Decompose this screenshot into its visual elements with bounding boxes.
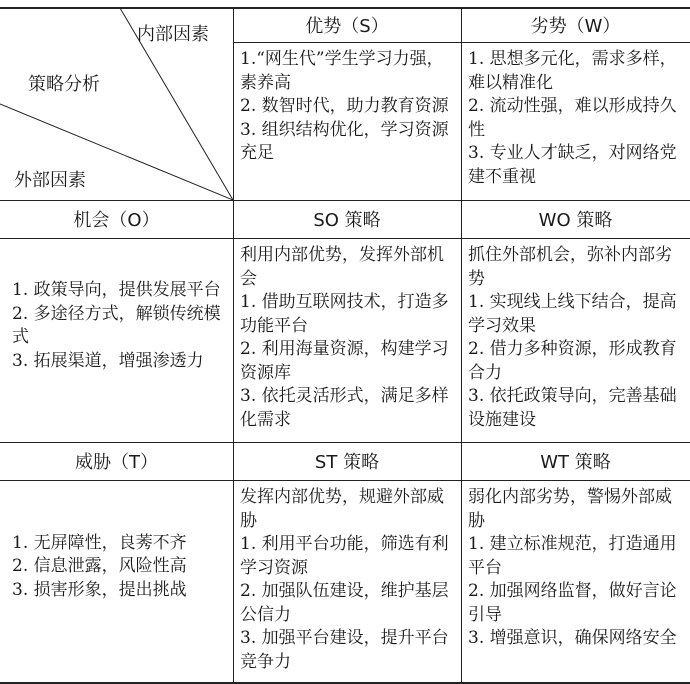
strength-item: 1.“网生代”学生学习力强，素养高 xyxy=(240,49,444,93)
threats-content xyxy=(0,480,233,682)
column-divider xyxy=(461,8,462,683)
wt-item: 1. 建立标准规范，打造通用平台 xyxy=(468,534,677,578)
opportunities-title: 机会（O） xyxy=(73,210,160,231)
threats-header xyxy=(0,442,233,480)
strengths-header xyxy=(233,8,461,42)
table-top-border xyxy=(0,7,690,9)
weakness-item: 2. 流动性强，难以形成持久性 xyxy=(468,96,677,140)
so-title: SO 策略 xyxy=(313,210,381,231)
wo-header xyxy=(461,200,690,238)
opportunities-header xyxy=(0,200,233,238)
threat-item: 3. 损害形象，提出挑战 xyxy=(12,579,187,600)
row-divider xyxy=(0,480,690,481)
weaknesses-header xyxy=(461,8,690,42)
opportunity-item: 2. 多途径方式，解锁传统模式 xyxy=(12,303,221,347)
wo-item: 抓住外部机会，弥补内部劣势 xyxy=(468,245,672,289)
external-factors-label: 外部因素 xyxy=(14,170,86,191)
so-item: 2. 利用海量资源，构建学习资源库 xyxy=(240,339,449,383)
so-content xyxy=(233,238,461,442)
wt-content xyxy=(461,480,690,682)
st-item: 2. 加强队伍建设，维护基层公信力 xyxy=(240,581,449,625)
wt-header xyxy=(461,442,690,480)
threats-title: 威胁（T） xyxy=(75,452,158,473)
weakness-item: 1. 思想多元化，需求多样，难以精准化 xyxy=(468,49,677,93)
st-item: 3. 加强平台建设，提升平台竞争力 xyxy=(240,628,449,672)
weaknesses-content xyxy=(461,42,690,200)
wo-item: 3. 依托政策导向，完善基础设施建设 xyxy=(468,386,677,430)
so-header xyxy=(233,200,461,238)
wo-title: WO 策略 xyxy=(538,210,613,231)
wt-title: WT 策略 xyxy=(540,452,611,473)
row-divider xyxy=(0,238,690,239)
wt-item: 2. 加强网络监督，做好言论引导 xyxy=(468,581,677,625)
wt-item: 弱化内部劣势，警惕外部威胁 xyxy=(468,487,672,531)
st-item: 1. 利用平台功能，筛选有利学习资源 xyxy=(240,534,449,578)
strength-item: 3. 组织结构优化，学习资源充足 xyxy=(240,119,449,163)
opportunity-item: 3. 拓展渠道，增强渗透力 xyxy=(12,350,204,371)
strengths-title: 优势（S） xyxy=(305,16,389,37)
st-title: ST 策略 xyxy=(314,452,380,473)
weakness-item: 3. 专业人才缺乏，对网络党建不重视 xyxy=(468,143,677,187)
st-content xyxy=(233,480,461,682)
st-header xyxy=(233,442,461,480)
column-divider xyxy=(233,8,234,683)
strengths-content xyxy=(233,42,461,200)
strategy-analysis-label: 策略分析 xyxy=(28,74,100,95)
opportunities-content xyxy=(0,238,233,442)
threat-item: 1. 无屏障性，良莠不齐 xyxy=(12,532,187,553)
internal-factors-label: 内部因素 xyxy=(137,24,209,45)
strength-item: 2. 数智时代，助力教育资源 xyxy=(240,96,449,116)
diagonal-header-cell xyxy=(0,8,233,200)
so-item: 利用内部优势，发挥外部机会 xyxy=(240,245,444,289)
st-item: 发挥内部优势，规避外部威胁 xyxy=(240,487,444,531)
wo-content xyxy=(461,238,690,442)
wt-item: 3. 增强意识，确保网络安全 xyxy=(468,628,677,648)
so-item: 1. 借助互联网技术，打造多功能平台 xyxy=(240,292,449,336)
threat-item: 2. 信息泄露，风险性高 xyxy=(12,556,187,577)
row-divider xyxy=(0,200,690,201)
so-item: 3. 依托灵活形式，满足多样化需求 xyxy=(240,386,449,430)
row-divider xyxy=(0,442,690,443)
wo-item: 1. 实现线上线下结合，提高学习效果 xyxy=(468,292,677,336)
opportunity-item: 1. 政策导向，提供发展平台 xyxy=(12,280,221,300)
wo-item: 2. 借力多种资源，形成教育合力 xyxy=(468,339,677,383)
weaknesses-title: 劣势（W） xyxy=(530,16,621,37)
